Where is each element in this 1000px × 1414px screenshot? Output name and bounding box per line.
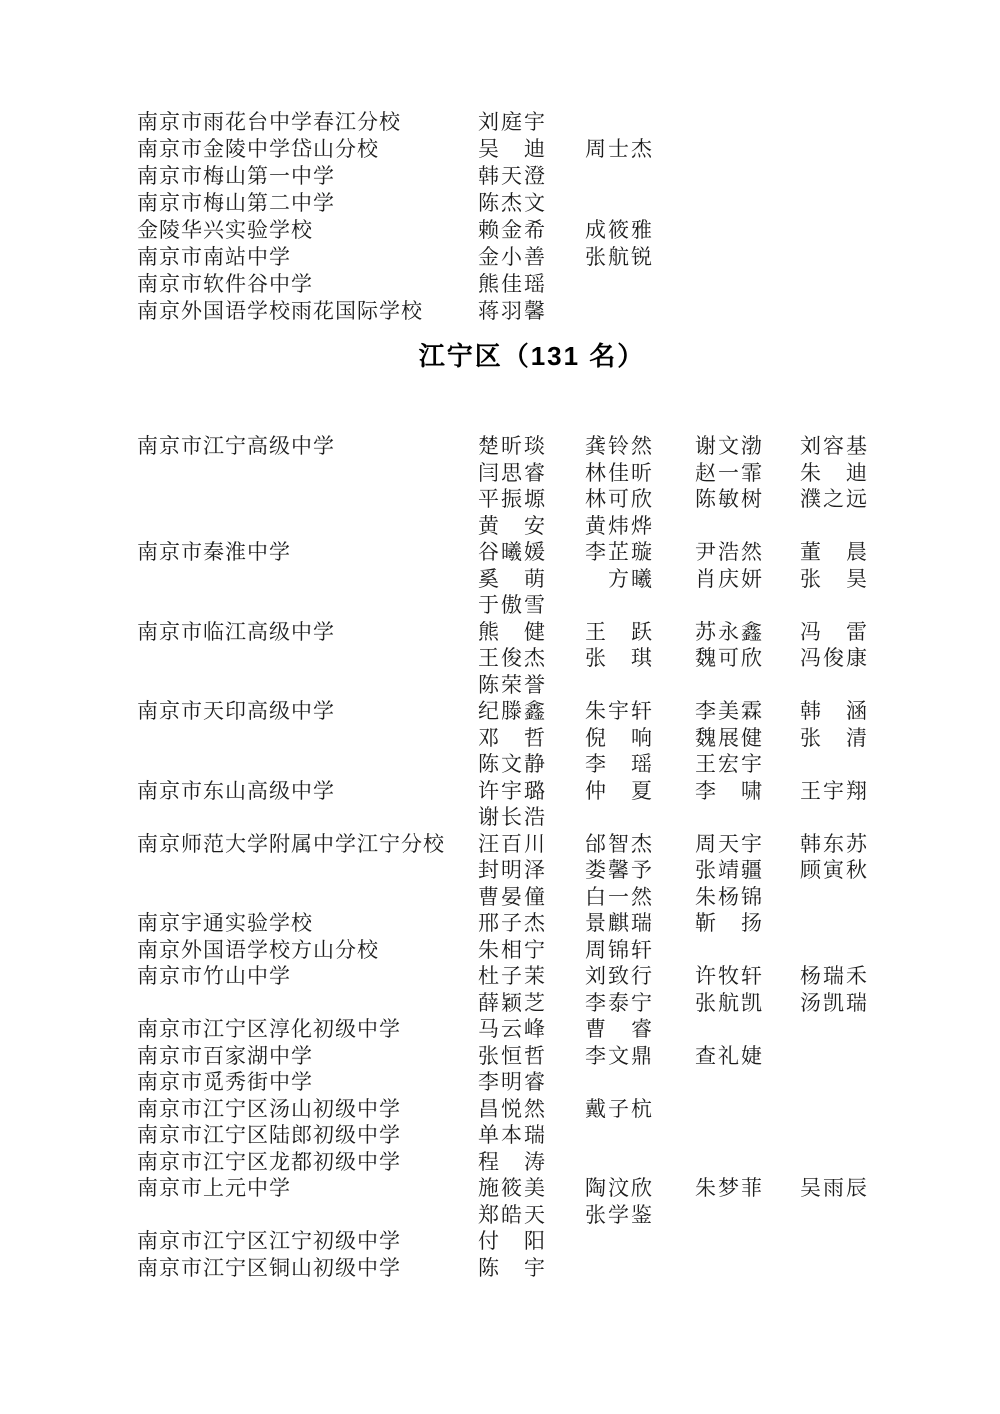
school-name [137, 804, 478, 831]
roster-row [0, 857, 1000, 884]
student-name: 朱梦菲 [695, 1176, 764, 1200]
student-name: 谢长浩 [478, 805, 547, 829]
student-name: 闫思睿 [478, 460, 547, 485]
school-name [137, 884, 478, 911]
yuhua-roster-section [0, 109, 1000, 325]
student-name: 许宇璐 [478, 778, 547, 803]
roster-row [0, 486, 1000, 513]
student-name: 冯俊康 [800, 646, 869, 670]
school-name [137, 566, 478, 593]
student-name: 仲 夏 [585, 778, 654, 803]
school-name [137, 513, 478, 540]
student-name: 杨瑞禾 [800, 964, 869, 988]
school-name: 南京宇通实验学校 [137, 911, 313, 935]
roster-row [0, 460, 1000, 487]
student-name: 曹晏僮 [478, 884, 547, 909]
student-name: 蒋羽馨 [478, 299, 547, 323]
school-name: 南京市上元中学 [137, 1176, 291, 1200]
student-name: 付 阳 [478, 1229, 547, 1253]
roster-row [0, 136, 1000, 163]
student-name: 魏展健 [695, 725, 764, 750]
student-name: 王俊杰 [478, 646, 547, 670]
roster-row [0, 1175, 1000, 1202]
roster-row [0, 963, 1000, 990]
roster-row [0, 778, 1000, 805]
roster-row [0, 217, 1000, 244]
school-name: 南京市雨花台中学春江分校 [137, 110, 401, 134]
roster-row [0, 433, 1000, 460]
student-name: 吴 迪 [478, 137, 547, 161]
roster-row [0, 566, 1000, 593]
student-name: 吴雨辰 [800, 1176, 869, 1200]
student-name: 董 晨 [800, 540, 869, 564]
student-name: 熊佳瑶 [478, 272, 547, 296]
student-name: 张靖疆 [695, 858, 764, 882]
roster-row [0, 1228, 1000, 1255]
school-name: 南京市梅山第二中学 [137, 191, 335, 215]
roster-row [0, 884, 1000, 911]
student-name: 昌悦然 [478, 1096, 547, 1121]
roster-row [0, 513, 1000, 540]
school-name [137, 751, 478, 778]
student-name: 曹 睿 [585, 1017, 654, 1041]
student-name: 赖金希 [478, 218, 547, 242]
school-name: 南京市东山高级中学 [137, 778, 335, 803]
student-name: 李芷璇 [585, 540, 654, 564]
student-name: 封明泽 [478, 858, 547, 882]
student-name: 王宏宇 [695, 752, 764, 776]
roster-row [0, 751, 1000, 778]
school-name [137, 857, 478, 884]
student-name: 尹浩然 [695, 540, 764, 564]
student-name: 濮之远 [800, 487, 869, 511]
school-name: 金陵华兴实验学校 [137, 218, 313, 242]
roster-row [0, 244, 1000, 271]
student-name: 汤凯瑞 [800, 990, 869, 1015]
roster-row [0, 190, 1000, 217]
student-name: 金小善 [478, 245, 547, 269]
school-name [137, 592, 478, 619]
student-name: 朱 迪 [800, 460, 869, 485]
roster-row [0, 109, 1000, 136]
roster-row [0, 698, 1000, 725]
student-name: 张航凯 [695, 990, 764, 1015]
school-name: 南京市秦淮中学 [137, 540, 291, 564]
student-name: 周天宇 [695, 831, 764, 856]
student-name: 朱相宁 [478, 937, 547, 962]
roster-row [0, 645, 1000, 672]
jiangning-roster-section [0, 433, 1000, 1281]
student-name: 周锦轩 [585, 937, 654, 962]
school-name [137, 672, 478, 699]
student-name: 朱杨锦 [695, 884, 764, 909]
student-name: 单本瑞 [478, 1123, 547, 1147]
roster-row [0, 910, 1000, 937]
roster-row [0, 804, 1000, 831]
school-name: 南京市百家湖中学 [137, 1043, 313, 1068]
roster-row [0, 539, 1000, 566]
student-name: 薛颖芝 [478, 990, 547, 1015]
school-name: 南京市江宁区铜山初级中学 [137, 1255, 401, 1280]
roster-row [0, 1122, 1000, 1149]
student-name: 陈杰文 [478, 191, 547, 215]
student-name: 朱宇轩 [585, 699, 654, 723]
student-name: 景麒瑞 [585, 911, 654, 935]
student-name: 李美霖 [695, 699, 764, 723]
student-name: 韩东苏 [800, 831, 869, 856]
student-name: 陈 宇 [478, 1255, 547, 1280]
school-name: 南京市江宁区江宁初级中学 [137, 1229, 401, 1253]
student-name: 张 琪 [585, 646, 654, 670]
roster-row [0, 298, 1000, 325]
roster-row [0, 271, 1000, 298]
student-name: 许牧轩 [695, 964, 764, 988]
school-name: 南京市软件谷中学 [137, 272, 313, 296]
student-name: 邓 哲 [478, 725, 547, 750]
school-name: 南京市金陵中学岱山分校 [137, 137, 379, 161]
student-name: 李 瑶 [585, 752, 654, 776]
school-name [137, 645, 478, 672]
school-name: 南京市江宁区淳化初级中学 [137, 1017, 401, 1041]
school-name: 南京外国语学校雨花国际学校 [137, 299, 423, 323]
student-name: 黄炜烨 [585, 513, 654, 538]
student-name: 谢文渤 [695, 434, 764, 458]
student-name: 奚 萌 [478, 566, 547, 591]
school-name: 南京市江宁区汤山初级中学 [137, 1096, 401, 1121]
school-name [137, 460, 478, 487]
student-name: 韩 涵 [800, 699, 869, 723]
roster-row [0, 1043, 1000, 1070]
roster-row [0, 937, 1000, 964]
student-name: 杜子茉 [478, 964, 547, 988]
student-name: 刘庭宇 [478, 110, 547, 134]
school-name [137, 1202, 478, 1229]
student-name: 邰智杰 [585, 831, 654, 856]
student-name: 林可欣 [585, 487, 654, 511]
student-name: 白一然 [585, 884, 654, 909]
student-name: 方曦 [585, 566, 654, 591]
student-name: 李文鼎 [585, 1043, 654, 1068]
student-name: 陈敏树 [695, 487, 764, 511]
roster-row [0, 592, 1000, 619]
student-name: 平振塬 [478, 487, 547, 511]
school-name: 南京市天印高级中学 [137, 699, 335, 723]
student-name: 李泰宁 [585, 990, 654, 1015]
student-name: 张 清 [800, 725, 869, 750]
roster-row [0, 1069, 1000, 1096]
student-name: 林佳昕 [585, 460, 654, 485]
section-title: 江宁区（131 名） [418, 341, 646, 371]
school-name: 南京市梅山第一中学 [137, 164, 335, 188]
roster-row [0, 619, 1000, 646]
student-name: 顾寅秋 [800, 858, 869, 882]
student-name: 倪 响 [585, 725, 654, 750]
school-name: 南京市临江高级中学 [137, 619, 335, 644]
student-name: 陈荣誉 [478, 672, 547, 697]
student-name: 楚昕琰 [478, 434, 547, 458]
school-name: 南京市江宁区龙都初级中学 [137, 1149, 401, 1174]
student-name: 张恒哲 [478, 1043, 547, 1068]
student-name: 成筱雅 [585, 218, 654, 242]
school-name: 南京市江宁高级中学 [137, 434, 335, 458]
roster-row [0, 990, 1000, 1017]
student-name: 陶汶欣 [585, 1176, 654, 1200]
school-name: 南京师范大学附属中学江宁分校 [137, 831, 445, 856]
student-name: 马云峰 [478, 1017, 547, 1041]
roster-row [0, 672, 1000, 699]
student-name: 王 跃 [585, 619, 654, 644]
student-name: 张航锐 [585, 245, 654, 269]
student-name: 谷曦媛 [478, 540, 547, 564]
roster-row [0, 1255, 1000, 1282]
student-name: 程 涛 [478, 1149, 547, 1174]
student-name: 魏可欣 [695, 646, 764, 670]
roster-row [0, 1016, 1000, 1043]
student-name: 娄馨予 [585, 858, 654, 882]
student-name: 陈文静 [478, 752, 547, 776]
student-name: 戴子杭 [585, 1096, 654, 1121]
student-name: 郑皓天 [478, 1202, 547, 1227]
school-name: 南京市南站中学 [137, 245, 291, 269]
school-name [137, 486, 478, 513]
school-name: 南京市竹山中学 [137, 964, 291, 988]
student-name: 李明睿 [478, 1070, 547, 1094]
student-name: 于傲雪 [478, 593, 547, 617]
student-name: 纪滕鑫 [478, 699, 547, 723]
student-name: 周士杰 [585, 137, 654, 161]
student-name: 赵一霏 [695, 460, 764, 485]
school-name [137, 990, 478, 1017]
school-name: 南京市江宁区陆郎初级中学 [137, 1123, 401, 1147]
school-name [137, 725, 478, 752]
student-name: 施筱美 [478, 1176, 547, 1200]
student-name: 张学鉴 [585, 1202, 654, 1227]
student-name: 黄 安 [478, 513, 547, 538]
school-name: 南京外国语学校方山分校 [137, 937, 379, 962]
student-name: 张 昊 [800, 566, 869, 591]
student-name: 韩天澄 [478, 164, 547, 188]
student-name: 刘致行 [585, 964, 654, 988]
student-name: 邢子杰 [478, 911, 547, 935]
student-name: 冯 雷 [800, 619, 869, 644]
school-name: 南京市觅秀街中学 [137, 1070, 313, 1094]
roster-row [0, 725, 1000, 752]
roster-row [0, 1149, 1000, 1176]
roster-row [0, 163, 1000, 190]
student-name: 李 啸 [695, 778, 764, 803]
student-name: 苏永鑫 [695, 619, 764, 644]
student-name: 刘容基 [800, 434, 869, 458]
student-name: 靳 扬 [695, 911, 764, 935]
student-name: 熊 健 [478, 619, 547, 644]
student-name: 龚铃然 [585, 434, 654, 458]
student-name: 汪百川 [478, 831, 547, 856]
student-name: 王宇翔 [800, 778, 869, 803]
roster-row [0, 1096, 1000, 1123]
roster-row [0, 1202, 1000, 1229]
student-name: 肖庆妍 [695, 566, 764, 591]
student-name: 查礼婕 [695, 1043, 764, 1068]
roster-row [0, 831, 1000, 858]
